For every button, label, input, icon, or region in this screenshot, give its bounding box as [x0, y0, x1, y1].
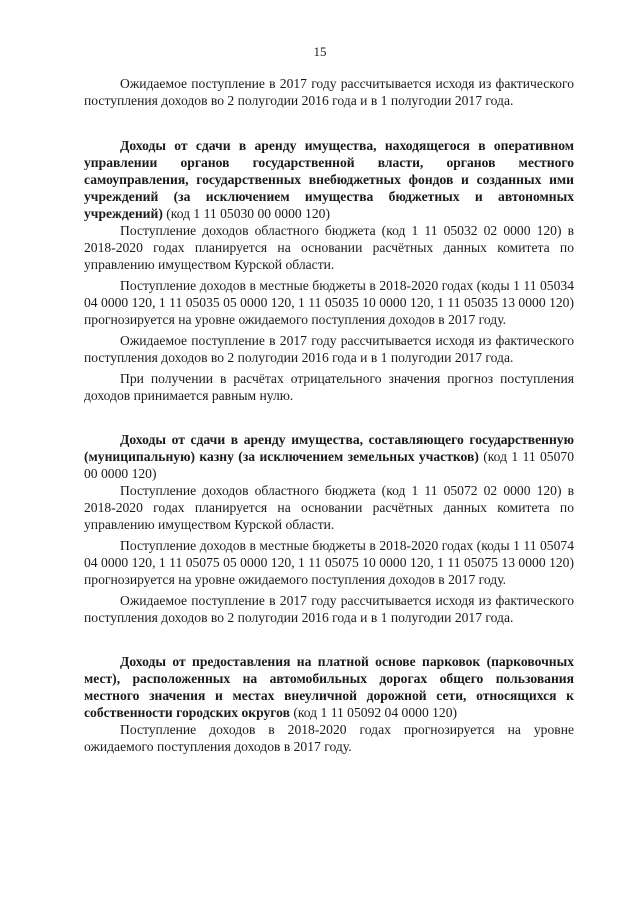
section-heading-paid-parking — [84, 653, 574, 721]
heading-title: Доходы от предоставления на платной основе парковок (парковочных мест), расположенных на автомобильных дорогах общего пользования местного значения и местах внеуличной дорожной сети, относящихся к собственности городских округов — [84, 654, 574, 720]
heading-code: (код 1 11 05092 04 0000 120) — [289, 705, 458, 720]
paragraph-negative-forecast: При получении в расчётах отрицательного значения прогноз поступления доходов принимается равным нулю. — [84, 371, 574, 403]
heading-code: (код 1 11 05070 00 0000 120) — [84, 449, 574, 481]
section-heading-treasury-property-rent — [84, 431, 574, 482]
paragraph-expected-2017-intro: Ожидаемое поступление в 2017 году рассчитывается исходя из фактического поступления доходов во 2 полугодии 2016 года и в 1 полугодии 2017 года. — [84, 76, 574, 108]
paragraph-expected-2017-1: Ожидаемое поступление в 2017 году рассчитывается исходя из фактического поступления доходов во 2 полугодии 2016 года и в 1 полугодии 2017 года. — [84, 333, 574, 365]
document-body — [84, 75, 574, 755]
paragraph-expected-2017-2: Ожидаемое поступление в 2017 году рассчитывается исходя из фактического поступления доходов во 2 полугодии 2016 года и в 1 полугодии 2017 года. — [84, 593, 574, 625]
heading-code: (код 1 11 05030 00 0000 120) — [162, 206, 330, 221]
paragraph-parking-forecast: Поступление доходов в 2018-2020 годах прогнозируется на уровне ожидаемого поступления доходов в 2017 году. — [84, 722, 574, 754]
heading-title: Доходы от сдачи в аренду имущества, составляющего государственную (муниципальную) казну (за исключением земельных участков) — [84, 432, 574, 464]
paragraph-regional-budget-2: Поступление доходов областного бюджета (код 1 11 05072 02 0000 120) в 2018-2020 годах планируется на основании расчётных данных комитета по управлению имуществом Курской области. — [84, 483, 574, 532]
paragraph-local-budgets-2: Поступление доходов в местные бюджеты в 2018-2020 годах (коды 1 11 05074 04 0000 120, 1 11 05075 05 0000 120, 1 11 05075 10 0000 120, 1 11 05075 13 0000 120) прогнозируется на уровне ожидаемого поступления доходов в 2017 году. — [84, 538, 574, 587]
paragraph-local-budgets-1: Поступление доходов в местные бюджеты в 2018-2020 годах (коды 1 11 05034 04 0000 120, 1 11 05035 05 0000 120, 1 11 05035 10 0000 120, 1 11 05035 13 0000 120) прогнозируется на уровне ожидаемого поступления доходов в 2017 году. — [84, 278, 574, 327]
paragraph-regional-budget-1: Поступление доходов областного бюджета (код 1 11 05032 02 0000 120) в 2018-2020 годах планируется на основании расчётных данных комитета по управлению имуществом Курской области. — [84, 223, 574, 272]
page-number: 15 — [313, 44, 327, 59]
heading-title: Доходы от сдачи в аренду имущества, находящегося в оперативном управлении органов государственной власти, органов местного самоуправления, государственных внебюджетных фондов и созданных ими учреждений (за исключением имущества бюджетных и автономных учреждений) — [84, 138, 574, 221]
section-heading-operational-property-rent — [84, 137, 574, 222]
